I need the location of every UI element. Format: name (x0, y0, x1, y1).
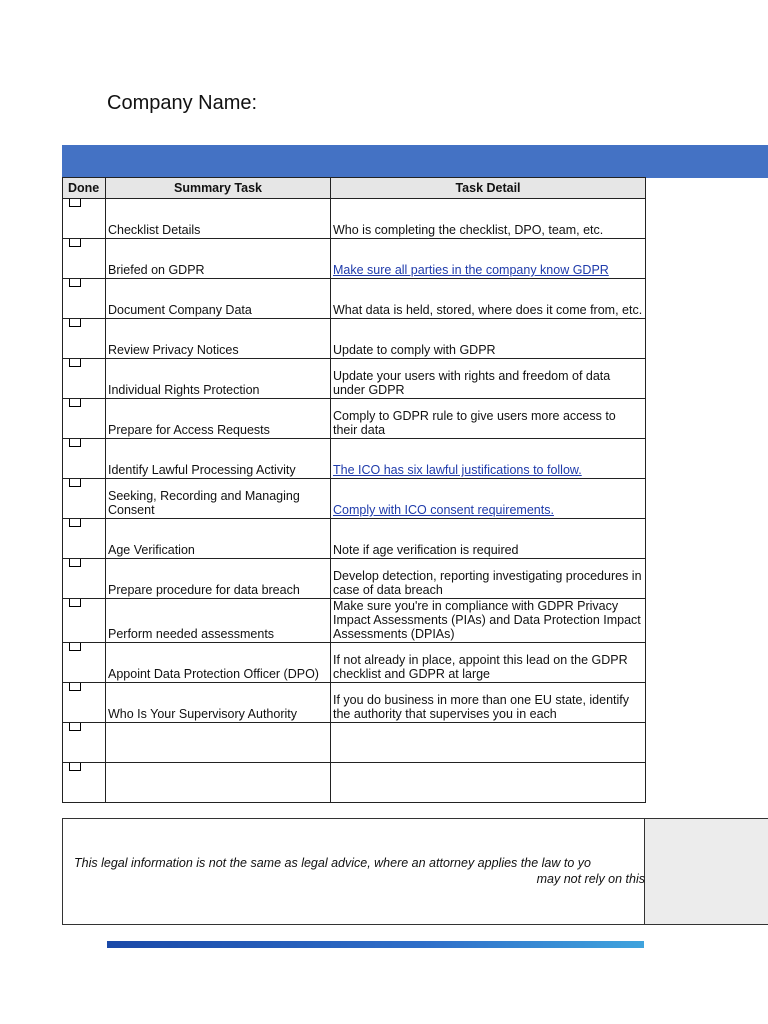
company-name-label: Company Name: (107, 92, 258, 114)
task-detail-cell: Who is completing the checklist, DPO, team, etc. (331, 199, 646, 239)
table-row (63, 239, 646, 279)
done-checkbox[interactable] (69, 319, 81, 328)
legal-notice-line-2: may not rely on this (536, 872, 645, 886)
table-row (63, 439, 646, 479)
summary-task-cell: Appoint Data Protection Officer (DPO) (106, 643, 331, 683)
table-row (63, 763, 646, 803)
done-cell (63, 599, 106, 643)
task-detail-cell: What data is held, stored, where does it come from, etc. (331, 279, 646, 319)
task-detail-cell: Update to comply with GDPR (331, 319, 646, 359)
table-row (63, 683, 646, 723)
summary-task-cell: Identify Lawful Processing Activity (106, 439, 331, 479)
task-detail-cell: If not already in place, appoint this lead on the GDPR checklist and GDPR at large (331, 643, 646, 683)
table-header-row (63, 178, 646, 199)
done-cell (63, 439, 106, 479)
done-cell (63, 479, 106, 519)
table-row (63, 479, 646, 519)
done-cell (63, 683, 106, 723)
task-detail-cell (331, 763, 646, 803)
column-header-done: Done (63, 178, 106, 199)
table-row (63, 279, 646, 319)
done-checkbox[interactable] (69, 599, 81, 608)
done-cell (63, 319, 106, 359)
task-detail-cell: Make sure you're in compliance with GDPR Privacy Impact Assessments (PIAs) and Data Protection Impact Assessments (DPIAs) (331, 599, 646, 643)
legal-notice-line-1: This legal information is not the same as legal advice, where an attorney applies the law to yo (74, 856, 591, 870)
done-cell (63, 559, 106, 599)
task-detail-cell: Comply to GDPR rule to give users more access to their data (331, 399, 646, 439)
task-detail-cell (331, 239, 646, 279)
task-detail-link[interactable]: Comply with ICO consent requirements. (333, 503, 554, 517)
table-row (63, 559, 646, 599)
table-row (63, 599, 646, 643)
summary-task-cell: Prepare procedure for data breach (106, 559, 331, 599)
done-checkbox[interactable] (69, 683, 81, 692)
task-detail-cell: Update your users with rights and freedom of data under GDPR (331, 359, 646, 399)
legal-notice (62, 855, 645, 887)
task-detail-cell (331, 479, 646, 519)
column-header-summary-task: Summary Task (106, 178, 331, 199)
summary-task-cell: Individual Rights Protection (106, 359, 331, 399)
summary-task-cell: Seeking, Recording and Managing Consent (106, 479, 331, 519)
table-row (63, 519, 646, 559)
done-cell (63, 359, 106, 399)
done-cell (63, 519, 106, 559)
done-checkbox[interactable] (69, 359, 81, 368)
table-row (63, 399, 646, 439)
done-cell (63, 239, 106, 279)
done-cell (63, 199, 106, 239)
summary-task-cell: Briefed on GDPR (106, 239, 331, 279)
task-detail-link[interactable]: Make sure all parties in the company know GDPR (333, 263, 609, 277)
done-checkbox[interactable] (69, 519, 81, 528)
done-checkbox[interactable] (69, 559, 81, 568)
table-row (63, 643, 646, 683)
task-detail-link[interactable]: The ICO has six lawful justifications to follow. (333, 463, 582, 477)
summary-task-cell: Perform needed assessments (106, 599, 331, 643)
summary-task-cell (106, 723, 331, 763)
column-header-task-detail: Task Detail (331, 178, 646, 199)
footer-bar (107, 941, 644, 948)
done-cell (63, 279, 106, 319)
done-checkbox[interactable] (69, 479, 81, 488)
done-checkbox[interactable] (69, 643, 81, 652)
done-checkbox[interactable] (69, 199, 81, 208)
table-row (63, 359, 646, 399)
done-checkbox[interactable] (69, 723, 81, 732)
summary-task-cell: Document Company Data (106, 279, 331, 319)
table-row (63, 723, 646, 763)
task-detail-cell (331, 439, 646, 479)
task-detail-cell: If you do business in more than one EU state, identify the authority that supervises you in each (331, 683, 646, 723)
done-checkbox[interactable] (69, 399, 81, 408)
done-checkbox[interactable] (69, 279, 81, 288)
done-cell (63, 643, 106, 683)
done-cell (63, 399, 106, 439)
header-band (62, 145, 768, 178)
done-cell (63, 723, 106, 763)
done-checkbox[interactable] (69, 439, 81, 448)
done-checkbox[interactable] (69, 239, 81, 248)
task-detail-cell: Note if age verification is required (331, 519, 646, 559)
gdpr-checklist-table (62, 177, 646, 803)
summary-task-cell: Who Is Your Supervisory Authority (106, 683, 331, 723)
summary-task-cell: Prepare for Access Requests (106, 399, 331, 439)
table-row (63, 319, 646, 359)
summary-task-cell: Checklist Details (106, 199, 331, 239)
done-checkbox[interactable] (69, 763, 81, 772)
task-detail-cell (331, 723, 646, 763)
done-cell (63, 763, 106, 803)
summary-task-cell (106, 763, 331, 803)
task-detail-cell: Develop detection, reporting investigating procedures in case of data breach (331, 559, 646, 599)
summary-task-cell: Review Privacy Notices (106, 319, 331, 359)
summary-task-cell: Age Verification (106, 519, 331, 559)
table-row (63, 199, 646, 239)
